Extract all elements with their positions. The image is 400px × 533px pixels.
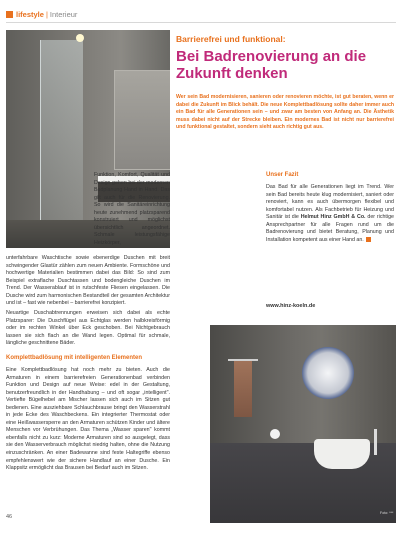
article-subheading: Komplettbadlösung mit intelligenten Elementen	[6, 355, 143, 361]
article-lead: Wer sein Bad modernisieren, sanieren oder renovieren möchte, ist gut beraten, wenn er dabei die Zukunft im Blick behält. Die neue Komplettbadlösung sollte daher immer auch ein Bad für alle Generationen sein – und zwar am besten von Anfang an. Die Ästhetik muss dabei nicht auf der Strecke bleiben. Ein modernes Bad ist nicht nur barrierefrei und funktional gestaltet, sondern sieht auch richtig gut aus.	[176, 94, 394, 131]
bathroom-photo-toilet	[210, 325, 396, 523]
section-separator: |	[45, 9, 48, 19]
company-url-link[interactable]: www.hinz-koeln.de	[266, 303, 316, 309]
sidebar-text: Das Bad für alle Generationen liegt im Trend. Wer sein Bad bereits heute klug modernisiert, saniert oder renoviert, kann es auch übermorgen flexibel und komfortabel nutzen. Als Fachbetrieb für Heizung und Sanitär ist die Helmut Hinz GmbH & Co. der richtige Ansprechpartner für alle Fragen rund um die Badrenovierung und bietet Beratung, Planung und Installation kompetent aus einer Hand an.	[266, 184, 394, 243]
section-label: lifestyle	[16, 9, 44, 19]
sidebar-title: Unser Fazit	[266, 172, 299, 178]
body-text-fittings: Eine Komplettbadlösung hat noch mehr zu bieten. Auch die Armaturen in einem barrierefreien Generationenbad verbinden Funktion und Design auf neue Weise: edel in der Gestaltung, benutzerfreundlich in der Handhabung – und oft sogar „intelligent". Vertiefte Bügelhebel am Mischer lassen sich auch im Sitzen gut bedienen. Eine ausziehbare Schlauchbrause bringt den Wasserstrahl in jede Ecke des Waschbeckens. Ein integrierter Thermostat oder eine Heißwassersperre an den Armaturen schützen Kinder und ältere Menschen vor Verbrühungen. Das Thema „Wasser sparen" kommt ebenfalls nicht zu kurz: Moderne Armaturen sind so ausgelegt, dass sie den Wasserverbrauch möglichst niedrig halten, ohne die Nutzung einzuschränken. An einer Badewanne sind feste Haltegriffe ebenso empfehlenswert wie der sichere Handlauf an einer Dusche. Ein Klappsitz ermöglicht das Brausen bei Bedarf auch im Sitzen.	[6, 367, 170, 472]
body-text-shower-enclosure: Neuartige Duschabtrennungen erweisen sich dabei als echte Platzsparer: Die Duschflügel aus Echtglas werden halbkreisförmig oder im rechten Winkel über Eck geschoben. Bei Nichtgebrauch lassen sie sich flach an die Wand legen. Optimal für schmale, längliche geschnittene Bäder.	[6, 310, 170, 347]
end-marker-icon	[366, 237, 371, 242]
article-kicker: Barrierefrei und funktional:	[176, 34, 286, 44]
company-name: Helmut Hinz GmbH & Co.	[300, 214, 366, 221]
section-marker-icon	[6, 11, 13, 18]
page-number: 46	[6, 514, 13, 520]
body-text-continued: unterfahrbare Waschtische sowie ebenerdige Duschen mit breit schwingender Glastür zählen zum neuen Ambiente. Formschöne und hochwertige Materialien bestimmen dabei das Bild: So sind zum Beispiel extraflache Duschtassen und bodengleiche Duschen im Trend. Der Wasserablauf ist in rutschfeste Fliesen eingelassen. Die Dusche wird zum harmonischen Bestandteil der gesamten Architektur und ist – fast wie nebenbei – barrierefrei konzipiert.	[6, 255, 170, 307]
subsection-label: Interieur	[49, 9, 78, 19]
section-header	[6, 8, 77, 20]
article-headline: Bei Badrenovierung an die Zukunft denken	[176, 48, 367, 82]
photo-credit: Foto: ***	[380, 511, 394, 515]
header-rule	[6, 22, 396, 23]
body-text-intro: Funktion, Komfort, Qualität und Design gehen bei der modernen Badplanung Hand in Hand. Das gilt auch für die Renovierung. So wird die Sanitäreinrichtung heute zunehmend platzsparend konstruiert und möglichst übersichtlich angeordnet. Schmale leistungsfähige Heizkörper,	[94, 172, 170, 246]
